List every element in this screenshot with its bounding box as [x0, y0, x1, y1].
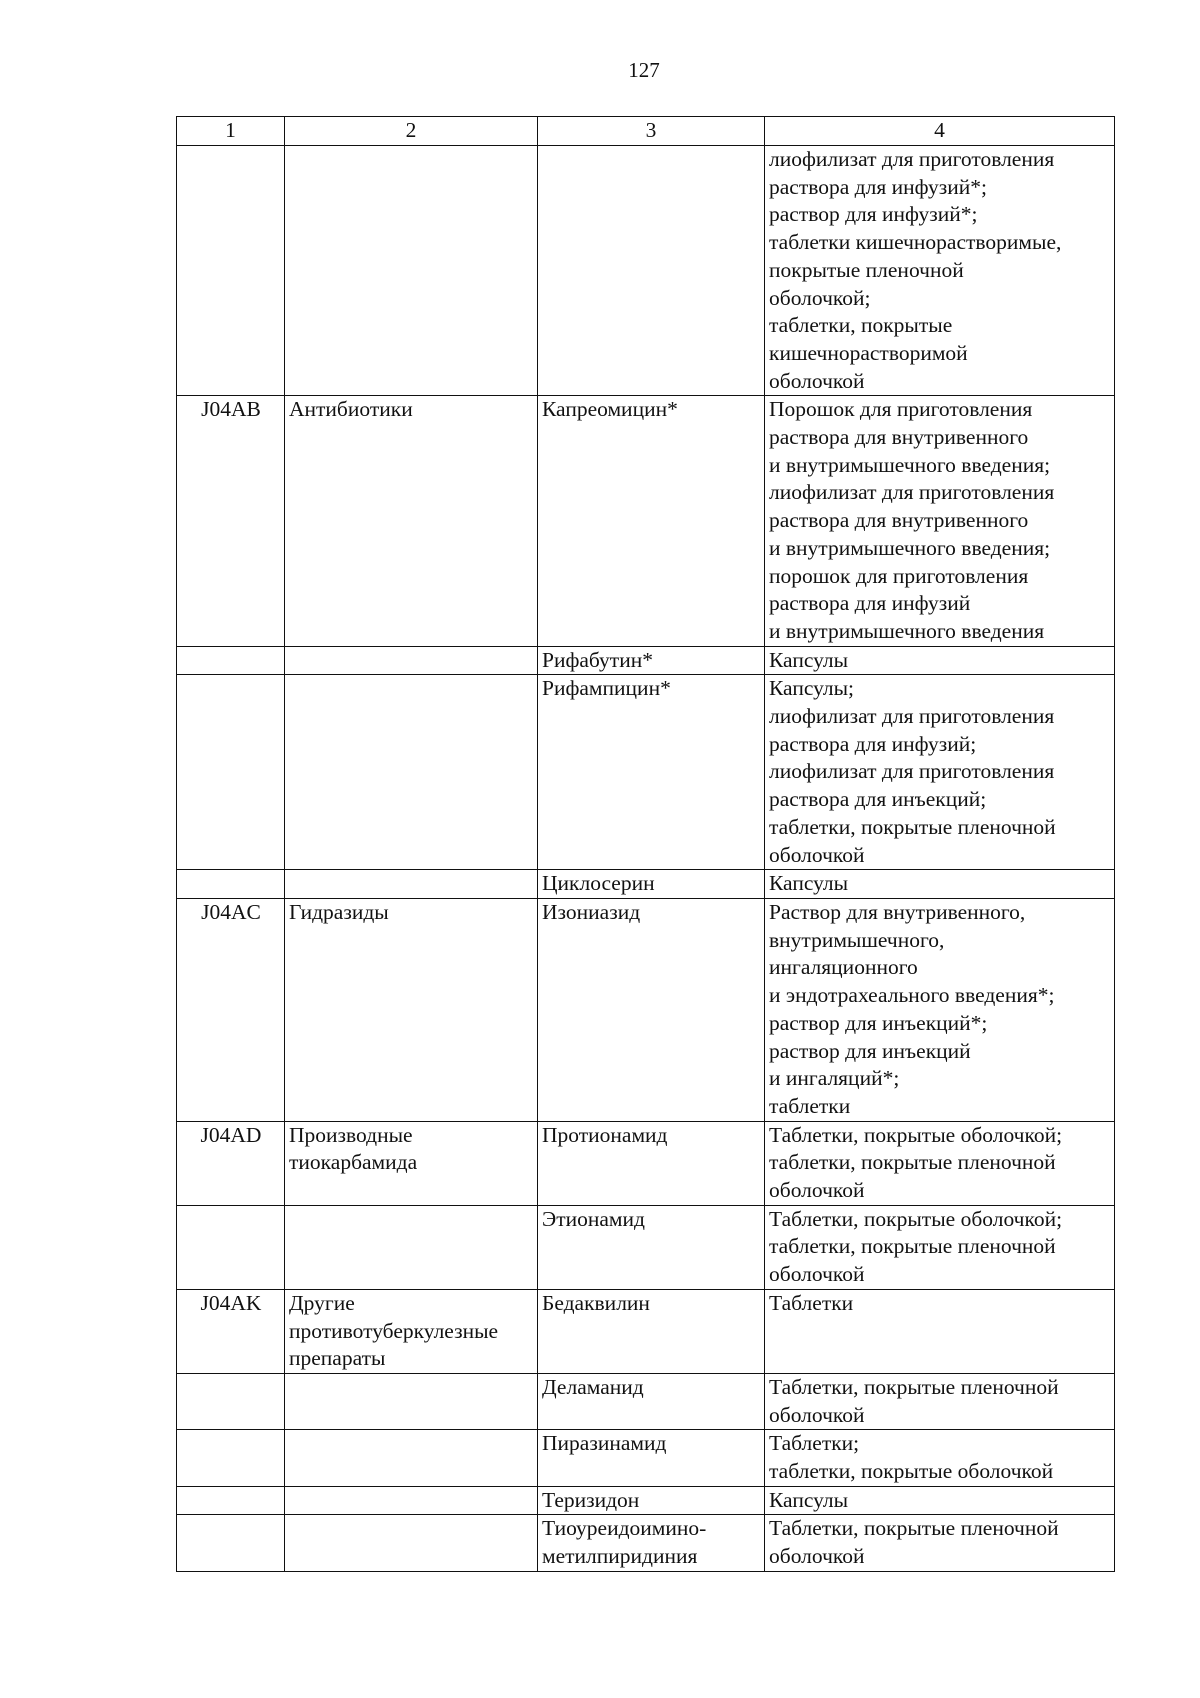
atc-code-cell — [177, 146, 285, 396]
dosage-form-cell: Таблетки, покрытые пленочной оболочкой — [765, 1373, 1115, 1429]
column-header-3: 3 — [538, 117, 765, 146]
drug-name-cell: Тиоуреидоимино- метилпиридиния — [538, 1515, 765, 1571]
column-header-4: 4 — [765, 117, 1115, 146]
dosage-form-cell: Таблетки — [765, 1289, 1115, 1373]
atc-code-cell — [177, 646, 285, 675]
drug-name-cell: Изониазид — [538, 898, 765, 1121]
dosage-form-cell: Капсулы — [765, 646, 1115, 675]
column-header-1: 1 — [177, 117, 285, 146]
group-name-cell — [285, 1373, 538, 1429]
table-row — [177, 396, 1115, 646]
dosage-form-cell: Таблетки, покрытые оболочкой; таблетки, покрытые пленочной оболочкой — [765, 1205, 1115, 1289]
atc-code-cell — [177, 1373, 285, 1429]
group-name-cell: Антибиотики — [285, 396, 538, 646]
table-row — [177, 1289, 1115, 1373]
atc-code-cell: J04AB — [177, 396, 285, 646]
dosage-form-cell: Таблетки, покрытые пленочной оболочкой — [765, 1515, 1115, 1571]
group-name-cell — [285, 146, 538, 396]
drug-name-cell: Циклосерин — [538, 870, 765, 899]
table-row — [177, 1430, 1115, 1486]
atc-code-cell: J04AK — [177, 1289, 285, 1373]
table-row — [177, 1486, 1115, 1515]
table-row — [177, 898, 1115, 1121]
group-name-cell — [285, 675, 538, 870]
column-header-2: 2 — [285, 117, 538, 146]
atc-code-cell: J04AD — [177, 1121, 285, 1205]
atc-code-cell — [177, 675, 285, 870]
group-name-cell — [285, 1515, 538, 1571]
group-name-cell — [285, 646, 538, 675]
group-name-cell — [285, 870, 538, 899]
dosage-form-cell: Капсулы — [765, 1486, 1115, 1515]
table-row — [177, 146, 1115, 396]
group-name-cell — [285, 1430, 538, 1486]
dosage-form-cell: Порошок для приготовления раствора для внутривенного и внутримышечного введения; лиофилизат для приготовления раствора для внутривенного и внутримышечного введения; порошок для приготовления раствора для инфузий и внутримышечного введения — [765, 396, 1115, 646]
dosage-form-cell: лиофилизат для приготовления раствора для инфузий*; раствор для инфузий*; таблетки кишечнорастворимые, покрытые пленочной оболочкой; таблетки, покрытые кишечнорастворимой оболочкой — [765, 146, 1115, 396]
drug-name-cell: Протионамид — [538, 1121, 765, 1205]
table-row — [177, 675, 1115, 870]
page-number: 127 — [628, 58, 660, 82]
drug-name-cell: Деламанид — [538, 1373, 765, 1429]
table-row — [177, 1121, 1115, 1205]
dosage-form-cell: Раствор для внутривенного, внутримышечного, ингаляционного и эндотрахеального введения*; раствор для инъекций*; раствор для инъекций и ингаляций*; таблетки — [765, 898, 1115, 1121]
group-name-cell: Гидразиды — [285, 898, 538, 1121]
group-name-cell — [285, 1205, 538, 1289]
table-row — [177, 646, 1115, 675]
table-row — [177, 870, 1115, 899]
atc-code-cell: J04AC — [177, 898, 285, 1121]
drug-name-cell — [538, 146, 765, 396]
table-row — [177, 1373, 1115, 1429]
atc-code-cell — [177, 870, 285, 899]
dosage-form-cell: Таблетки; таблетки, покрытые оболочкой — [765, 1430, 1115, 1486]
table-row — [177, 1205, 1115, 1289]
drug-name-cell: Рифампицин* — [538, 675, 765, 870]
drug-name-cell: Этионамид — [538, 1205, 765, 1289]
drug-name-cell: Пиразинамид — [538, 1430, 765, 1486]
dosage-form-cell: Капсулы; лиофилизат для приготовления раствора для инфузий; лиофилизат для приготовления раствора для инъекций; таблетки, покрытые пленочной оболочкой — [765, 675, 1115, 870]
drug-name-cell: Рифабутин* — [538, 646, 765, 675]
drug-name-cell: Бедаквилин — [538, 1289, 765, 1373]
group-name-cell: Производные тиокарбамида — [285, 1121, 538, 1205]
atc-code-cell — [177, 1205, 285, 1289]
drug-name-cell: Теризидон — [538, 1486, 765, 1515]
group-name-cell: Другие противотуберкулезные препараты — [285, 1289, 538, 1373]
drug-name-cell: Капреомицин* — [538, 396, 765, 646]
table-header-row — [177, 117, 1115, 146]
atc-code-cell — [177, 1430, 285, 1486]
atc-code-cell — [177, 1515, 285, 1571]
group-name-cell — [285, 1486, 538, 1515]
dosage-form-cell: Таблетки, покрытые оболочкой; таблетки, покрытые пленочной оболочкой — [765, 1121, 1115, 1205]
atc-code-cell — [177, 1486, 285, 1515]
dosage-form-cell: Капсулы — [765, 870, 1115, 899]
medication-table — [176, 116, 1115, 1572]
table-row — [177, 1515, 1115, 1571]
